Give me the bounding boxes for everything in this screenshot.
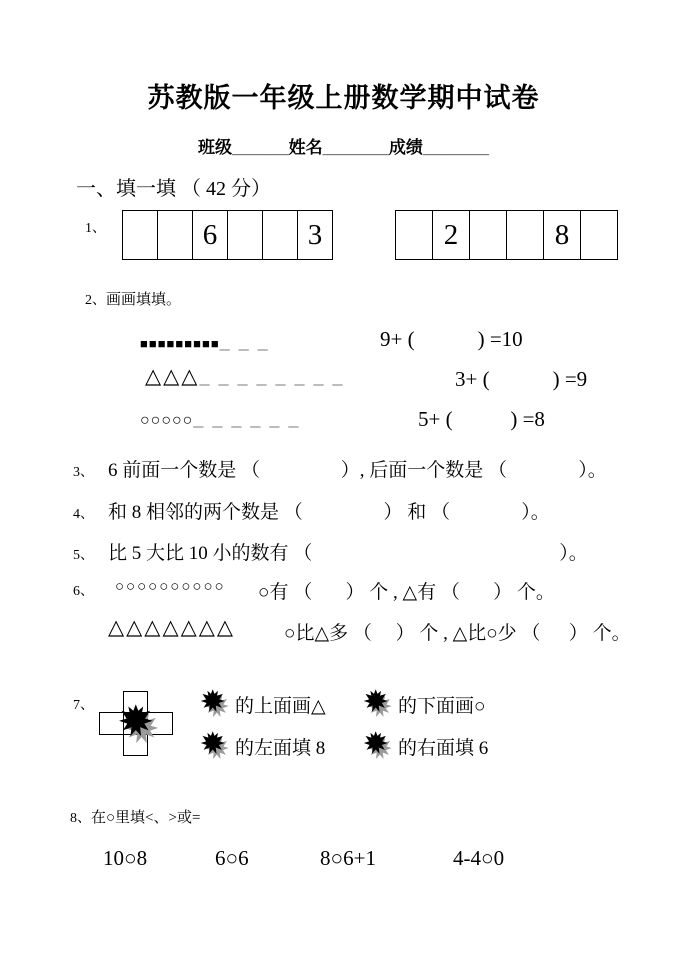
q2-row-squares xyxy=(140,331,270,354)
q4-line xyxy=(73,497,550,524)
q4-text: 和 8 相邻的两个数是 （ ） 和 （ ）。 xyxy=(108,502,550,523)
q2-label: 画画填填。 xyxy=(106,292,182,308)
q6-number: 6、 xyxy=(73,584,94,599)
q1-right-cell-4 xyxy=(506,210,544,260)
q8-item-3: 8○6+1 xyxy=(320,846,377,870)
squares-blanks: _ _ _ xyxy=(219,331,270,353)
q1-number: 1、 xyxy=(85,221,106,236)
q8-number: 8、 xyxy=(70,811,91,826)
q1-left-cell-3: 6 xyxy=(192,210,228,260)
q2-heading xyxy=(85,288,181,309)
q7-clause-4 xyxy=(363,730,488,762)
q2-row-circles xyxy=(140,408,300,431)
q1-right-cell-2: 2 xyxy=(432,210,470,260)
q1-left-cell-5 xyxy=(262,210,298,260)
q8-item-4: 4-4○0 xyxy=(453,846,505,870)
q7-clause-2 xyxy=(363,688,485,720)
q2-number: 2、 xyxy=(85,293,106,308)
q1-left-cell-2 xyxy=(157,210,193,260)
q2-row-triangles xyxy=(145,364,344,389)
q1-left-cell-4 xyxy=(227,210,263,260)
q1-number-strip-left xyxy=(122,210,333,260)
q7-clause-2-text: 的下面画○ xyxy=(398,695,486,717)
q6-line1-text: ○有 （ ） 个 , △有 （ ） 个。 xyxy=(258,582,555,603)
circles-shapes: ○○○○○ xyxy=(140,412,194,429)
q3-text: 6 前面一个数是 （ ）, 后面一个数是 （ ）。 xyxy=(108,460,607,481)
q7-clause-1-text: 的上面画△ xyxy=(235,695,326,717)
q1-left-cell-1 xyxy=(122,210,158,260)
q1-right-cell-6 xyxy=(580,210,618,260)
q7-clause-1 xyxy=(200,688,326,720)
q6-circle-row: ○○○○○○○○○○ xyxy=(115,579,226,595)
q8-label: 在○里填<、>或= xyxy=(91,810,201,826)
q1-right-cell-5: 8 xyxy=(543,210,581,260)
q5-text: 比 5 大比 10 小的数有 （ ）。 xyxy=(108,543,588,564)
q1-number-strip-right xyxy=(395,210,618,260)
page-title: 苏教版一年级上册数学期中试卷 xyxy=(147,83,540,113)
maple-leaf-icon xyxy=(200,730,230,762)
q7-number: 7、 xyxy=(73,698,94,713)
q2-equation-3: 5+ ( ) =8 xyxy=(418,407,545,431)
student-info-line: 班级______姓名_______成绩_______ xyxy=(197,138,490,157)
section-heading: 一、填一填 （ 42 分） xyxy=(76,178,271,200)
q5-number: 5、 xyxy=(73,548,94,563)
q7-clause-3 xyxy=(200,730,325,762)
q2-equation-2: 3+ ( ) =9 xyxy=(455,367,588,391)
circles-blanks: _ _ _ _ _ _ xyxy=(193,408,301,430)
q5-line xyxy=(73,538,588,565)
q7-clause-3-text: 的左面填 8 xyxy=(235,737,326,759)
q4-number: 4、 xyxy=(73,507,94,522)
q1-left-cell-6: 3 xyxy=(297,210,333,260)
triangles-blanks: _ _ _ _ _ _ _ _ xyxy=(199,366,345,388)
maple-leaf-icon xyxy=(200,688,230,720)
q8-heading xyxy=(70,806,200,827)
q6-line2-text: ○比△多 （ ） 个 , △比○少 （ ） 个。 xyxy=(284,623,631,644)
maple-leaf-icon xyxy=(363,688,393,720)
q3-number: 3、 xyxy=(73,465,94,480)
q6-triangle-row: △△△△△△△ xyxy=(108,615,236,639)
squares-shapes: ■■■■■■■■■ xyxy=(140,336,220,351)
q1-right-cell-1 xyxy=(395,210,433,260)
triangles-shapes: △△△ xyxy=(145,364,200,388)
q7-clause-4-text: 的右面填 6 xyxy=(398,737,489,759)
maple-leaf-icon xyxy=(118,703,160,747)
q1-right-cell-3 xyxy=(469,210,507,260)
maple-leaf-icon xyxy=(363,730,393,762)
q2-equation-1: 9+ ( ) =10 xyxy=(380,327,523,351)
q3-line xyxy=(73,455,607,482)
q8-item-2: 6○6 xyxy=(215,846,249,870)
q8-item-1: 10○8 xyxy=(103,846,148,870)
